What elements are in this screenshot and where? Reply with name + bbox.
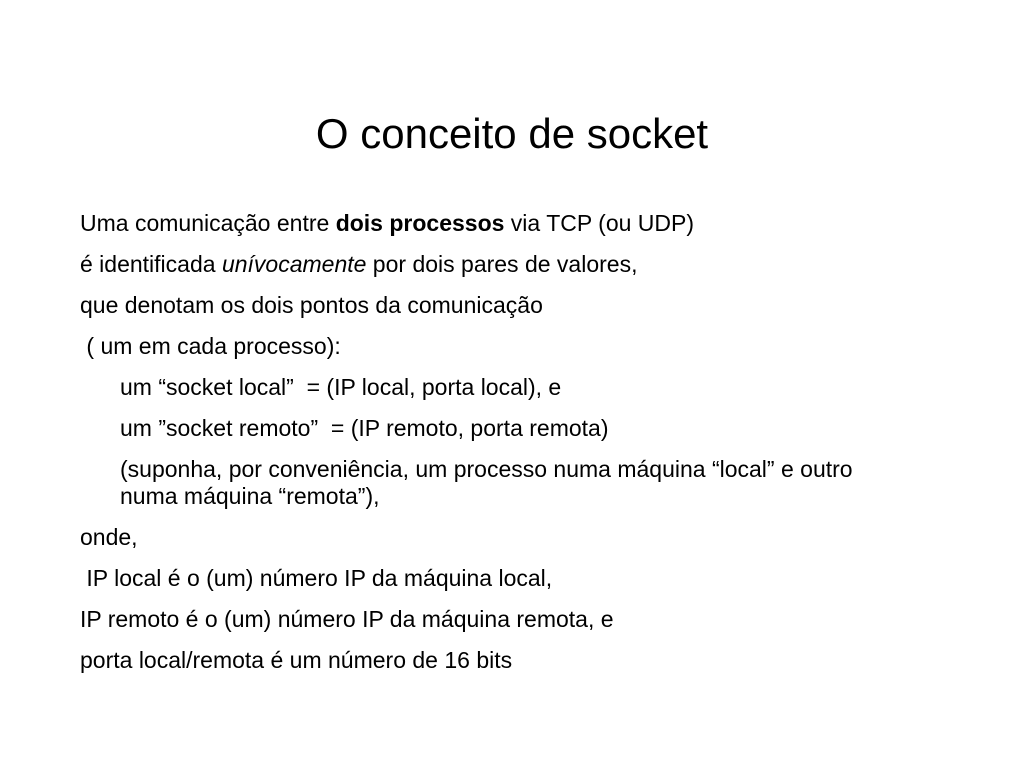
text-line-port: porta local/remota é um número de 16 bits (80, 647, 513, 673)
text-line-4: ( um em cada processo): (80, 333, 341, 359)
line-1-start: Uma comunicação entre (80, 210, 336, 236)
text-line-socket-local: um “socket local” = (IP local, porta local), e (120, 374, 562, 400)
line-1-bold: dois processos (335, 210, 505, 236)
text-line-2 (80, 251, 980, 278)
line-2-end: por dois pares de valores, (366, 251, 638, 277)
text-line-1 (80, 210, 980, 237)
line-2-start: é identificada (80, 251, 222, 277)
text-line-assumption: (suponha, por conveniência, um processo numa máquina “local” e outro numa máquina “remota”), (120, 456, 853, 509)
text-line-ip-remote: IP remoto é o (um) número IP da máquina remota, e (80, 606, 614, 632)
text-line-3: que denotam os dois pontos da comunicação (80, 292, 543, 318)
text-line-socket-remote: um ”socket remoto” = (IP remoto, porta remota) (120, 415, 609, 441)
slide-title: O conceito de socket (315, 110, 709, 157)
slide-body (80, 210, 980, 688)
text-line-ip-local: IP local é o (um) número IP da máquina local, (80, 565, 553, 591)
line-2-italic: unívocamente (221, 251, 367, 277)
text-line-onde: onde, (80, 524, 138, 550)
line-1-end: via TCP (ou UDP) (504, 210, 695, 236)
